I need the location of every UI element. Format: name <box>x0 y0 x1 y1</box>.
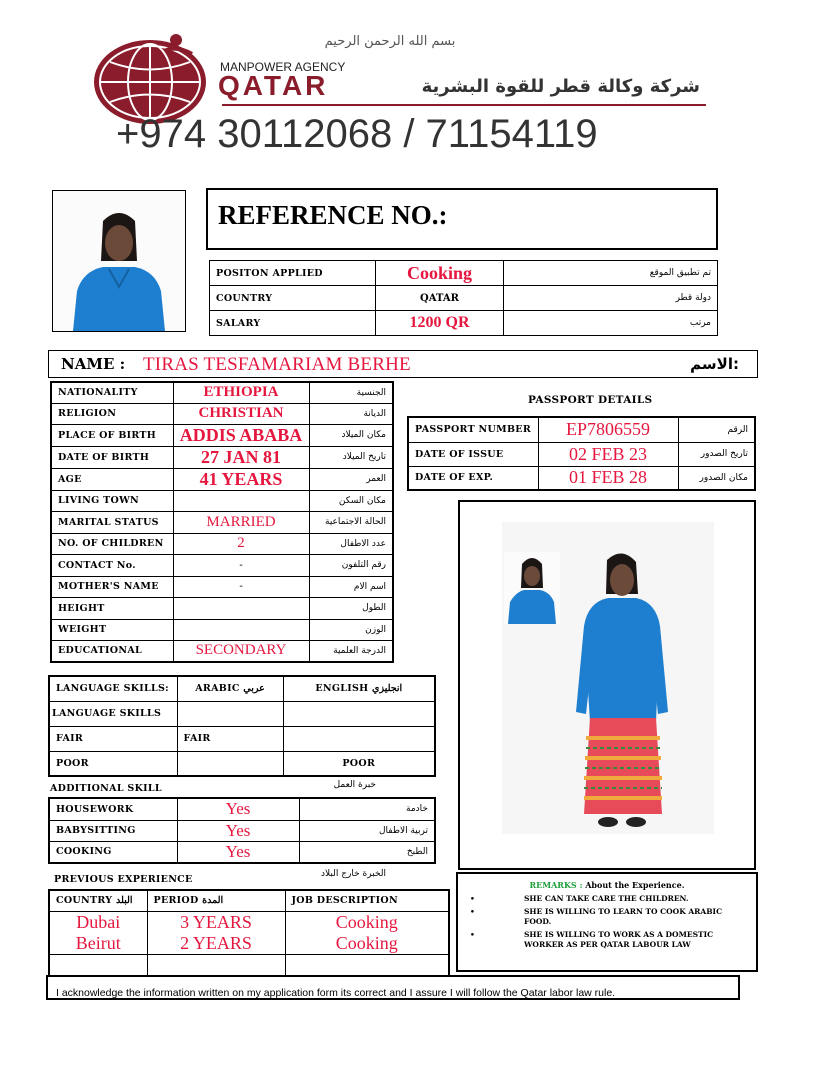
table-row <box>49 726 435 751</box>
language-table <box>48 675 436 777</box>
agency-brand: QATAR <box>218 70 329 101</box>
table-row <box>51 533 393 554</box>
agency-arabic-name: شركة وكالة قطر للقوة البشرية <box>421 76 700 97</box>
age-arabic: العمر <box>309 468 393 490</box>
previous-experience-title: PREVIOUS EXPERIENCE <box>54 874 193 885</box>
personal-table <box>50 381 394 663</box>
empty-cell <box>285 954 449 976</box>
no-of-children-value: 2 <box>173 533 309 554</box>
country-value: QATAR <box>376 286 504 311</box>
experience-job: Cooking <box>285 933 449 955</box>
housework-label: HOUSEWORK <box>49 798 177 820</box>
experience-country: Dubai <box>49 911 147 933</box>
table-row <box>51 576 393 597</box>
date-of-birth-value: 27 JAN 81 <box>173 446 309 468</box>
height-label: HEIGHT <box>51 597 173 619</box>
bullet-icon: • <box>470 930 475 939</box>
position-label: POSITON APPLIED <box>210 261 376 286</box>
nationality-arabic: الجنسية <box>309 382 393 403</box>
name-label: NAME : <box>61 355 126 373</box>
no-of-children-arabic: عدد الاطفال <box>309 533 393 554</box>
name-bar <box>48 350 758 378</box>
table-row <box>408 466 755 490</box>
cooking-value: Yes <box>177 841 299 863</box>
table-row <box>49 820 435 841</box>
educational-arabic: الدرجة العلمية <box>309 640 393 662</box>
remarks-subtitle: About the Experience. <box>585 880 685 890</box>
height-value <box>173 597 309 619</box>
expiry-date-label: DATE OF EXP. <box>408 466 538 490</box>
position-value: Cooking <box>376 261 504 286</box>
place-of-birth-value: ADDIS ABABA <box>173 424 309 446</box>
remark-text: SHE CAN TAKE CARE THE CHILDREN. <box>524 894 689 903</box>
contact-no-arabic: رقم التلفون <box>309 554 393 576</box>
table-row <box>49 701 435 726</box>
table-row <box>49 954 449 976</box>
religion-label: RELIGION <box>51 403 173 424</box>
table-row <box>51 446 393 468</box>
language-skills-label: LANGUAGE SKILLS <box>49 701 177 726</box>
expiry-date-arabic: مكان الصدور <box>678 466 755 490</box>
weight-value <box>173 619 309 640</box>
portrait-photo <box>53 191 185 331</box>
country-arabic: دولة قطر <box>504 286 718 311</box>
name-value: TIRAS TESFAMARIAM BERHE <box>143 354 411 375</box>
weight-label: WEIGHT <box>51 619 173 640</box>
additional-skill-table <box>48 797 436 864</box>
full-body-photo <box>460 502 754 868</box>
passport-number-label: PASSPORT NUMBER <box>408 417 538 442</box>
experience-period: 3 YEARS <box>147 911 285 933</box>
experience-job: Cooking <box>285 911 449 933</box>
reference-label: REFERENCE NO.: <box>218 200 448 230</box>
position-table <box>209 260 718 336</box>
no-of-children-label: NO. OF CHILDREN <box>51 533 173 554</box>
language-header-label: LANGUAGE SKILLS: <box>49 676 177 701</box>
place-of-birth-label: PLACE OF BIRTH <box>51 424 173 446</box>
passport-number-value: EP7806559 <box>538 417 678 442</box>
marital-status-label: MARITAL STATUS <box>51 511 173 533</box>
cooking-label: COOKING <box>49 841 177 863</box>
table-row <box>49 841 435 863</box>
list-item <box>466 894 748 904</box>
experience-country: Beirut <box>49 933 147 955</box>
place-of-birth-arabic: مكان الميلاد <box>309 424 393 446</box>
poor-label: POOR <box>49 751 177 776</box>
additional-skill-title: ADDITIONAL SKILL <box>50 783 162 794</box>
contact-no-value: - <box>173 554 309 576</box>
marital-status-value: MARRIED <box>173 511 309 533</box>
reference-box <box>206 188 718 250</box>
remarks-box <box>456 872 758 972</box>
table-row <box>51 640 393 662</box>
religion-arabic: الديانة <box>309 403 393 424</box>
religion-value: CHRISTIAN <box>173 403 309 424</box>
table-row <box>49 676 435 701</box>
table-row <box>210 311 718 336</box>
passport-title: PASSPORT DETAILS <box>528 394 653 406</box>
cooking-arabic: الطبخ <box>299 841 435 863</box>
header-rule <box>222 104 706 106</box>
list-item <box>466 907 748 927</box>
table-row <box>51 597 393 619</box>
table-row <box>49 911 449 933</box>
table-row <box>51 424 393 446</box>
bullet-icon: • <box>470 894 475 903</box>
country-label: COUNTRY <box>210 286 376 311</box>
empty-cell <box>283 726 435 751</box>
remark-text: SHE IS WILLING TO WORK AS A DOMESTIC WORKER AS PER QATAR LABOUR LAW <box>524 930 714 949</box>
date-of-birth-label: DATE OF BIRTH <box>51 446 173 468</box>
mother-s-name-arabic: اسم الام <box>309 576 393 597</box>
empty-cell <box>177 751 283 776</box>
height-arabic: الطول <box>309 597 393 619</box>
fair-label: FAIR <box>49 726 177 751</box>
english-column-header: ENGLISH انجليزي <box>283 676 435 701</box>
table-row <box>51 382 393 403</box>
table-row <box>51 554 393 576</box>
arabic-column-header: ARABIC عربي <box>177 676 283 701</box>
expiry-date-value: 01 FEB 28 <box>538 466 678 490</box>
date-of-birth-arabic: تاريخ الميلاد <box>309 446 393 468</box>
empty-cell <box>147 954 285 976</box>
previous-experience-arabic-title: الخبرة خارج البلاد <box>321 869 386 879</box>
table-row <box>210 261 718 286</box>
english-poor-value: POOR <box>283 751 435 776</box>
issue-date-value: 02 FEB 23 <box>538 442 678 466</box>
age-label: AGE <box>51 468 173 490</box>
period-column-header: PERIOD المدة <box>147 890 285 911</box>
empty-cell <box>177 701 283 726</box>
inset-portrait <box>504 552 560 624</box>
living-town-value <box>173 490 309 511</box>
agency-tagline: MANPOWER AGENCY <box>220 60 346 74</box>
bismillah-calligraphy: بسم الله الرحمن الرحيم <box>324 34 456 49</box>
experience-table <box>48 889 450 977</box>
remark-text: SHE IS WILLING TO LEARN TO COOK ARABIC FOOD. <box>524 907 723 926</box>
arabic-fair-value: FAIR <box>177 726 283 751</box>
table-row <box>49 933 449 955</box>
housework-arabic: خادمة <box>299 798 435 820</box>
table-row <box>408 417 755 442</box>
country-column-header: COUNTRY البلد <box>49 890 147 911</box>
empty-cell <box>283 701 435 726</box>
nationality-label: NATIONALITY <box>51 382 173 403</box>
table-row <box>51 468 393 490</box>
additional-skill-arabic-title: خبرة العمل <box>333 780 376 790</box>
educational-value: SECONDARY <box>173 640 309 662</box>
living-town-arabic: مكان السكن <box>309 490 393 511</box>
table-row <box>49 890 449 911</box>
babysitting-arabic: تربية الاطفال <box>299 820 435 841</box>
weight-arabic: الوزن <box>309 619 393 640</box>
passport-table <box>407 416 756 491</box>
name-arabic: الاسم: <box>690 355 739 373</box>
table-row <box>408 442 755 466</box>
table-row <box>51 403 393 424</box>
full-body-photo-frame <box>458 500 756 870</box>
issue-date-label: DATE OF ISSUE <box>408 442 538 466</box>
babysitting-value: Yes <box>177 820 299 841</box>
age-value: 41 YEARS <box>173 468 309 490</box>
table-row <box>210 286 718 311</box>
table-row <box>51 490 393 511</box>
list-item <box>466 930 748 950</box>
salary-arabic: مرتب <box>504 311 718 336</box>
passport-number-arabic: الرقم <box>678 417 755 442</box>
bullet-icon: • <box>470 907 475 916</box>
housework-value: Yes <box>177 798 299 820</box>
acknowledgement-box <box>46 975 740 1000</box>
table-row <box>49 751 435 776</box>
salary-label: SALARY <box>210 311 376 336</box>
table-row <box>51 619 393 640</box>
job-column-header: JOB DESCRIPTION <box>285 890 449 911</box>
empty-cell <box>49 954 147 976</box>
educational-label: EDUCATIONAL <box>51 640 173 662</box>
position-arabic: تم تطبيق الموقع <box>504 261 718 286</box>
contact-no-label: CONTACT No. <box>51 554 173 576</box>
portrait-photo-frame <box>52 190 186 332</box>
remarks-heading <box>466 880 748 890</box>
issue-date-arabic: تاريخ الصدور <box>678 442 755 466</box>
marital-status-arabic: الحالة الاجتماعية <box>309 511 393 533</box>
mother-s-name-value: - <box>173 576 309 597</box>
remarks-title: REMARKS : <box>529 880 583 890</box>
phone-number: +974 30112068 / 71154119 <box>116 112 598 156</box>
table-row <box>51 511 393 533</box>
nationality-value: ETHIOPIA <box>173 382 309 403</box>
mother-s-name-label: MOTHER'S NAME <box>51 576 173 597</box>
experience-period: 2 YEARS <box>147 933 285 955</box>
salary-value: 1200 QR <box>376 311 504 336</box>
remarks-list <box>466 894 748 950</box>
living-town-label: LIVING TOWN <box>51 490 173 511</box>
babysitting-label: BABYSITTING <box>49 820 177 841</box>
table-row <box>49 798 435 820</box>
acknowledgement-text: I acknowledge the information written on my application form its correct and I assure I will follow the Qatar labor law rule. <box>56 987 616 999</box>
